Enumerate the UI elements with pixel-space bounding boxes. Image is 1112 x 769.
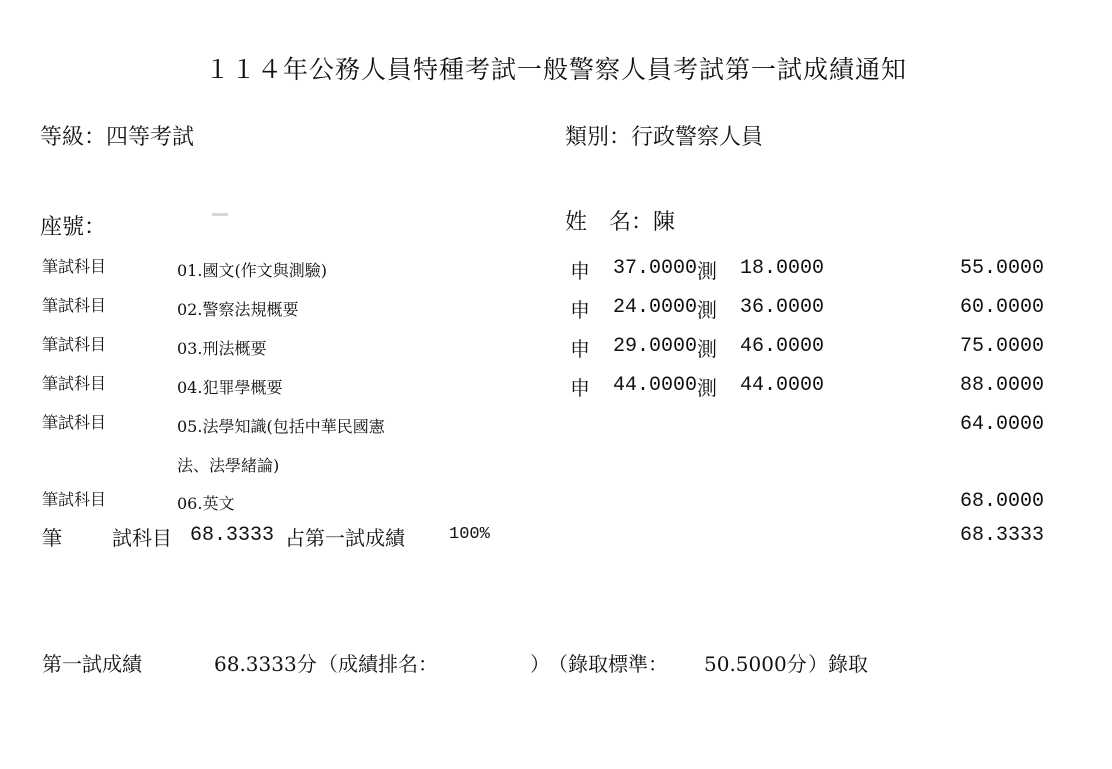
- subject-name: 05.法學知識(包括中華民國憲: [177, 417, 385, 436]
- summary-percent-text: 占第一試成績: [285, 526, 405, 550]
- subject-name: 02.警察法規概要: [177, 300, 299, 319]
- subject-type: 筆試科目: [42, 335, 107, 354]
- test-mark: 測: [697, 376, 717, 400]
- essay-mark: 申: [570, 376, 590, 400]
- result-score: 68.3333分: [214, 652, 317, 676]
- subject-type: 筆試科目: [42, 490, 107, 509]
- summary-percent: 100%: [449, 525, 490, 544]
- essay-mark: 申: [570, 259, 590, 283]
- essay-score: 44.0000: [613, 374, 698, 397]
- essay-score: 37.0000: [613, 257, 698, 280]
- rank-close: ）: [530, 652, 550, 676]
- subject-total: 88.0000: [960, 374, 1045, 397]
- seat-number-redaction: [212, 213, 228, 216]
- essay-mark: 申: [570, 298, 590, 322]
- summary-label: 試科目: [112, 526, 172, 550]
- name-field: [565, 205, 675, 236]
- result-label: 第一試成績: [42, 652, 142, 676]
- subject-type: 筆試科目: [42, 374, 107, 393]
- category-field: [565, 120, 763, 151]
- subject-total: 68.0000: [960, 490, 1045, 513]
- subject-name: 03.刑法概要: [177, 339, 267, 358]
- standard-value: 50.5000分: [704, 652, 807, 676]
- summary-total: 68.3333: [960, 524, 1045, 547]
- page-title: １１４年公務人員特種考試一般警察人員考試第一試成績通知: [204, 55, 907, 84]
- summary-score: 68.3333: [190, 524, 275, 547]
- level-label: 等級：: [40, 125, 107, 150]
- test-score: 36.0000: [740, 296, 825, 319]
- essay-score: 29.0000: [613, 335, 698, 358]
- subject-type: 筆試科目: [42, 413, 107, 432]
- test-mark: 測: [697, 298, 717, 322]
- test-score: 46.0000: [740, 335, 825, 358]
- essay-score: 24.0000: [613, 296, 698, 319]
- test-mark: 測: [697, 337, 717, 361]
- subject-total: 64.0000: [960, 413, 1045, 436]
- subject-name: 04.犯罪學概要: [177, 378, 283, 397]
- name-label: 姓 名：: [565, 210, 654, 235]
- level-field: [40, 120, 194, 151]
- subject-total: 55.0000: [960, 257, 1045, 280]
- subject-name: 06.英文: [177, 494, 235, 513]
- test-score: 44.0000: [740, 374, 825, 397]
- category-value: 行政警察人員: [631, 125, 764, 150]
- rank-open: （成績排名：: [318, 652, 438, 676]
- subject-total: 75.0000: [960, 335, 1045, 358]
- test-mark: 測: [697, 259, 717, 283]
- subject-total: 60.0000: [960, 296, 1045, 319]
- category-label: 類別：: [565, 125, 632, 150]
- subject-type: 筆試科目: [42, 257, 107, 276]
- name-value: 陳: [653, 210, 676, 235]
- subject-name: 01.國文(作文與測驗): [177, 261, 327, 280]
- standard-close: ）錄取: [808, 652, 868, 676]
- standard-open: （錄取標準：: [548, 652, 668, 676]
- level-value: 四等考試: [106, 125, 195, 150]
- subject-type: 筆試科目: [42, 296, 107, 315]
- summary-char: 筆: [42, 526, 62, 550]
- seat-label: 座號：: [40, 215, 107, 240]
- subject-name-continued: 法、法學緒論): [177, 456, 280, 475]
- test-score: 18.0000: [740, 257, 825, 280]
- essay-mark: 申: [570, 337, 590, 361]
